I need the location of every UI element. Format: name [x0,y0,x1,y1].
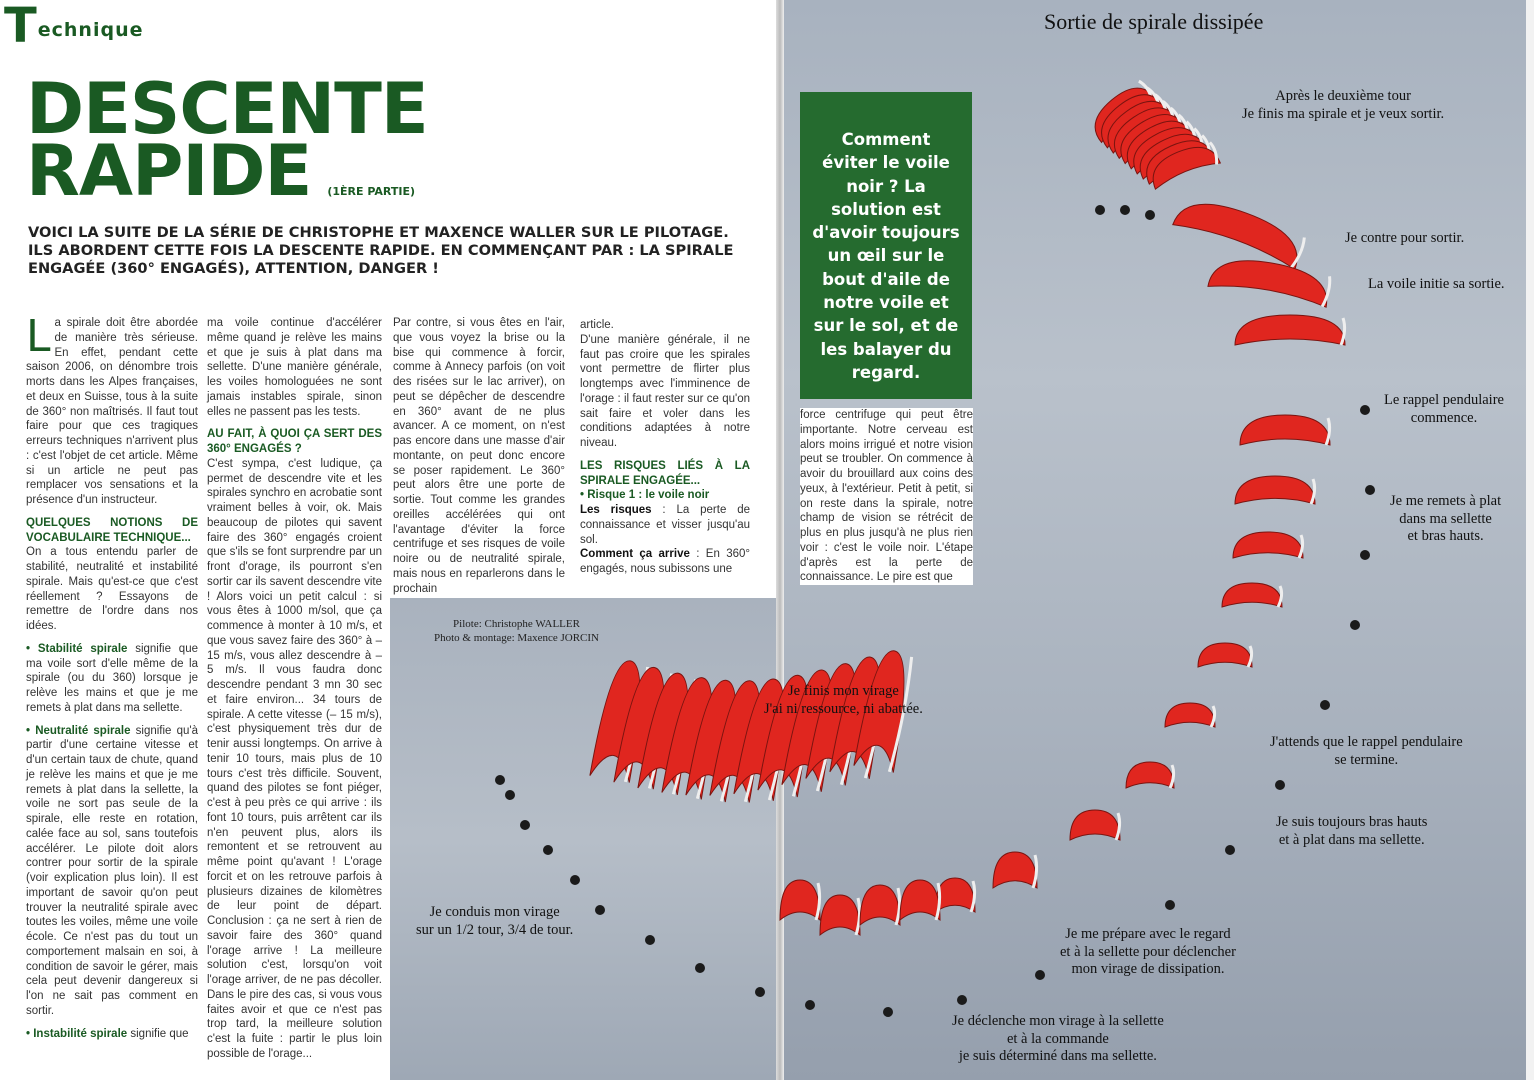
paraglider-wing [780,880,820,920]
pilot-figure [1145,210,1155,220]
pilot-figure [595,905,605,915]
pilot-figure [520,820,530,830]
callout-box [800,92,972,399]
paraglider-wing [820,895,860,935]
paraglider-wing [1126,762,1174,788]
photo-caption: Je conduis mon virage sur un 1/2 tour, 3/4 de tour. [416,904,574,938]
pilot-figure [1225,845,1235,855]
paraglider-wing [1070,810,1120,840]
paraglider-wing [860,885,900,925]
text-column-2: ma voile continue d'accélérer même quand je relève les mains et que je suis à plat dans ma sellette. D'une manière générale, les voiles homologuées ne sont jamais instables spirale, sinon elles ne passent pas les tests. AU FAIT, À QUOI ÇA SERT DES 360° ENGAGÉS ? C'est sympa, c'est ludique, ça permet de descendre vite et les spirales synchro en acrobatie sont vraiment belles à voir, ok. Mais beaucoup de pilotes qui savent faire des 360° engagés croient que s'ils se font surprendre par un front d'orage, ils pourront s'en sortir car ils savent descendre vite ! Alors voici un petit calcul : si vous êtes à 1000 m/sol, que ça commence à monter à 10 m/s, et que vous savez faire des 360° à – 15 m/s, vous allez descendre à – 5 m/s. Il vous faudra donc descendre pendant 3 mn 30 sec et faire environ... 34 tours de spirale. A cette vitesse (– 15 m/s), c'est physiquement très dur de tenir aussi longtemps. On arrive à tenir 10 tours, mais plus de 10 tours c'est très difficile. Souvent, quand des pilotes se font piéger, c'est à peu près ce qui arrive : ils font 10 tours, puis arrêtent car ils n'en peuvent plus, alors ils remontent et se retrouvent au même point qu'avant ! L'orage forcit et on les retrouve parfois à plusieurs dizaines de kilomètres de leur point de départ. Conclusion : ça ne sert à rien de savoir faire des 360° quand l'orage arrive ! La meilleure solution c'est, lorsqu'on voit l'orage arriver, de ne pas décoller. Dans le pire des cas, si vous vous faites avoir et que ce n'est pas trop tard, la meilleure solution c'est la fuite : partir le plus loin possible de l'orage... [207,317,382,1060]
photo-caption: Je suis toujours bras hauts et à plat dans ma sellette. [1276,814,1428,848]
pilot-figure [1365,485,1375,495]
paraglider-wing [1235,315,1345,345]
pilot-figure [1360,550,1370,560]
title-line-1: DESCENTE [26,68,428,150]
paraglider-wing [1165,703,1215,727]
drop-cap: L [26,311,51,362]
pilot-figure [1035,970,1045,980]
paraglider-wing [1222,583,1282,607]
pilot-figure [1320,700,1330,710]
photo-caption: Le rappel pendulaire commence. [1384,392,1504,426]
pilot-figure [1165,900,1175,910]
photo-caption: Je déclenche mon virage à la sellette et à la commande je suis déterminé dans ma sellette. [952,1013,1164,1064]
text-column-4: article. D'une manière générale, il ne faut pas croire que les spirales vont permettre de flirter plus longtemps avec l'imminence de l'orage : il faut rester sur ce qu'on sait faire et voler dans les conditions adaptées à notre niveau. LES RISQUES LIÉS À LA SPIRALE ENGAGÉE... • Risque 1 : le voile noir Les risques : La perte de connaissance et visser jusqu'au sol. Comment ça arrive : En 360° engagés, nous subissons une [580,319,750,575]
photo-caption: Je contre pour sortir. [1345,230,1465,246]
title-line-2: RAPIDE (1ÈRE PARTIE) [26,130,416,212]
callout-text: Comment éviter le voile noir ? La solution est d'avoir toujours un œil sur le bout d'aile de notre voile et sur le sol, et de les balayer du regard. [812,130,960,382]
pilot-figure [1275,780,1285,790]
paraglider-wing [1233,532,1303,558]
photo-heading: Sortie de spirale dissipée [1044,9,1264,34]
pilot-figure [883,1007,893,1017]
paraglider-wing [1198,643,1252,667]
paraglider-wing [1240,415,1330,445]
paraglider-wing [993,852,1037,888]
pilot-figure [495,775,505,785]
photo-caption: Je finis mon virage J'ai ni ressource, ni abattée. [764,683,923,717]
text-column-3: Par contre, si vous êtes en l'air, que vous voyez la brise ou la bise qui commence à forcir, comme à Annecy parfois (on voit des risées sur le lac arriver), on peut se dépêcher de descendre en 360° avant de ne plus avancer. A ce moment, on n'est pas encore dans une masse d'air montante, on peut donc encore se poser rapidement. Le 360° peut alors être une porte de sortie. Tout comme les grandes oreilles accélérées qui ont l'avantage d'éviter la force centrifuge et ses risques de voile noire ou de neutralité spirale, mais nous en reparlerons dans le prochain [393,317,565,595]
pilot-figure [1360,405,1370,415]
article-title [26,68,428,223]
pilot-figure [645,935,655,945]
pilot-figure [755,987,765,997]
photo-caption: Je me remets à plat dans ma sellette et bras hauts. [1390,493,1502,544]
subheading-risques: LES RISQUES LIÉS À LA SPIRALE ENGAGÉE... [580,459,750,487]
pilot-figure [1350,620,1360,630]
pilot-figure [805,1000,815,1010]
paraglider-wing [1173,191,1307,269]
paraglider-wing [900,880,940,920]
photo-caption: J'attends que le rappel pendulaire se termine. [1270,734,1463,768]
pilot-figure [505,790,515,800]
paraglider-wing [1208,253,1332,307]
article-intro: VOICI LA SUITE DE LA SÉRIE DE CHRISTOPHE ET MAXENCE WALLER SUR LE PILOTAGE. ILS ABORDENT CETTE FOIS LA DESCENTE RAPIDE. EN COMMENÇANT PAR : LA SPIRALE ENGAGÉE (360° ENGAGÉS), ATTENTION, DANGER ! [28,224,734,277]
pilot-figure [695,963,705,973]
pilot-figure [570,875,580,885]
photo-caption: La voile initie sa sortie. [1368,276,1505,292]
pilot-figure [957,995,967,1005]
pilot-figure [1120,205,1130,215]
paraglider-wing [1235,476,1315,504]
photo-caption: Je me prépare avec le regard et à la sellette pour déclencher mon virage de dissipation. [1060,926,1236,977]
pilot-figure [1095,205,1105,215]
subheading-360: AU FAIT, À QUOI ÇA SERT DES 360° ENGAGÉS ? [207,428,382,455]
pilot-figure [543,845,553,855]
text-column-1: La spirale doit être abordée de manière très sérieuse. En effet, pendant cette saison 2006, on dénombre trois morts dans les Alpes françaises, et deux en Suisse, tous à la suite de 360° non maîtrisés. Il faut tout faire pour que ces tragiques erreurs techniques n'arrivent plus : c'est l'objet de cet article. Même si un article ne peut pas remplacer vos sensations et la présence d'un instructeur. QUELQUES NOTIONS DE VOCABULAIRE TECHNIQUE... On a tous entendu parler de stabilité, neutralité et instabilité spirale. Mais qu'est-ce que c'est réellement ? Essayons de remettre de l'ordre dans nos idées. • Stabilité spirale signifie que ma voile sort d'elle même de la spirale (ou du 360) lorsque je relève les mains et que je me remets à plat dans ma sellette. • Neutralité spirale signifie qu'à partir d'une certaine vitesse et d'un certain taux de chute, quand je relève les mains et que je me remets à plat dans la sellette, la voile ne sort pas seule de la spirale, elle reste en rotation, calée face au sol, sans toutefois accélérer. Le pilote doit alors contrer pour sortir de la spirale (voir explication plus loin). Il est important de savoir qu'on peut trouver la neutralité spirale avec toutes les voiles, même une voile école. Ce n'est pas du tout un comportement malsain en soi, à condition de savoir le gérer, mais cela peut devenir dangereux si l'on ne sait pas comment en sortir. • Instabilité spirale signifie que [26,311,198,1040]
photo-caption: Après le deuxième tour Je finis ma spirale et je veux sortir. [1242,88,1445,122]
subheading-vocabulaire: QUELQUES NOTIONS DE VOCABULAIRE TECHNIQUE... [26,516,198,544]
section-heading: Technique [4,0,144,54]
title-part: (1ÈRE PARTIE) [327,185,416,198]
photo-credit: Pilote: Christophe WALLER Photo & montage: Maxence JORCIN [434,618,599,644]
text-column-5: force centrifuge qui peut être importante. Notre cerveau est alors moins irrigué et notre vision peut se troubler. On commence à avoir du brouillard aux coins des yeux, à l'extérieur. Petit à petit, si on reste dans la spirale, notre champ de vision se rétrécit de plus en plus jusqu'à ne plus rien voir : c'est le voile noir. L'étape d'après est la perte de connaissance. Le pire est que [800,409,973,584]
